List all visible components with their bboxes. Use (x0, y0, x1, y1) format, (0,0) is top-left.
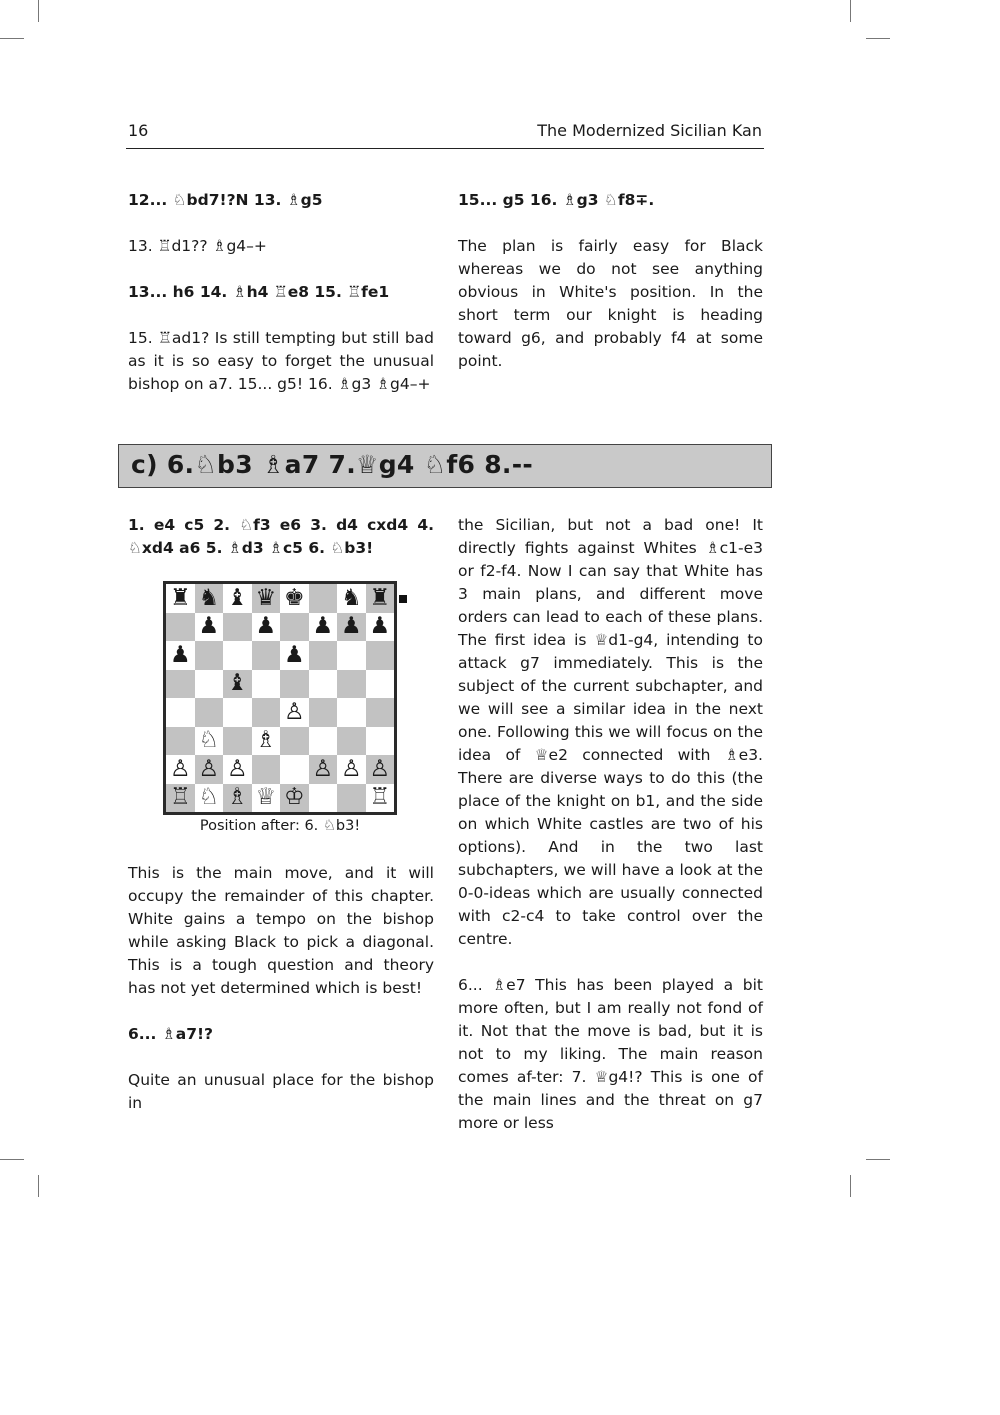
square-f2 (309, 755, 338, 784)
square-h1 (366, 784, 395, 813)
square-d2 (252, 755, 281, 784)
section-heading: c) 6.♘b3 ♗a7 7.♕g4 ♘f6 8.-- (131, 450, 534, 479)
chess-piece: ♖ (169, 784, 191, 811)
square-e4 (280, 698, 309, 727)
square-b3 (195, 727, 224, 756)
square-f1 (309, 784, 338, 813)
left-column-top (128, 189, 434, 396)
right-column-bottom (458, 514, 763, 1135)
chess-piece: ♞ (340, 584, 362, 611)
chess-piece: ♟ (198, 613, 220, 640)
crop-mark (38, 1175, 39, 1197)
chess-piece: ♚ (283, 584, 305, 611)
move-line: 6... ♗a7!? (128, 1025, 214, 1043)
left-column-bottom (128, 862, 434, 1115)
chess-piece: ♙ (283, 698, 305, 725)
chess-piece: ♙ (369, 755, 391, 782)
square-g5 (337, 670, 366, 699)
square-e3 (280, 727, 309, 756)
annotation-paragraph: 15. ♖ad1? Is still tempting but still bad as it is so easy to forget the unusual bishop on a7. 15... g5! 16. ♗g3 ♗g4–+ (128, 329, 434, 393)
square-c3 (223, 727, 252, 756)
square-a8 (166, 584, 195, 613)
square-c1 (223, 784, 252, 813)
annotation-paragraph: 6... ♗e7 This has been played a bit more often, but I am really not fond of it. Not that the move is bad, but it is not to my liking. The main reason comes af-ter: 7. ♕g4!? This is one of the main lines and the threat on g7 more or less (458, 976, 763, 1132)
square-c4 (223, 698, 252, 727)
annotation-paragraph: This is the main move, and it will occupy the remainder of this chapter. White gains a tempo on the bishop while asking Black to pick a diagonal. This is a tough question and theory has not yet determined which is best! (128, 864, 434, 997)
chess-piece: ♙ (312, 755, 334, 782)
move-line: 1. e4 c5 2. ♘f3 e6 3. d4 cxd4 4. ♘xd4 a6 5. ♗d3 ♗c5 6. ♘b3! (128, 516, 434, 557)
square-g7 (337, 613, 366, 642)
square-e1 (280, 784, 309, 813)
chess-piece: ♗ (255, 727, 277, 754)
square-d4 (252, 698, 281, 727)
chess-piece: ♙ (198, 755, 220, 782)
crop-mark (866, 38, 890, 39)
left-column-intro (128, 514, 434, 560)
annotation-paragraph: the Sicilian, but not a bad one! It directly fights against Whites ♗c1-e3 or f2-f4. Now I can say that White has 3 main plans, and different move orders can lead to each of these plans. The first idea is ♕d1-g4, intending to attack g7 immediately. This is the subject of the current subchapter, and we will see a similar idea in the next one. Following this we will focus on the idea of ♕e2 connected with ♗e3. There are diverse ways to do this (the place of the knight on b1, and the side on which White castles are two of his options). And in the two last subchapters, we will have a look at the 0-0-ideas which are usually connected with c2-c4 to take control over the centre. (458, 516, 763, 948)
square-d5 (252, 670, 281, 699)
black-to-move-marker (399, 595, 407, 603)
square-h4 (366, 698, 395, 727)
diagram-caption: Position after: 6. ♘b3! (199, 818, 361, 834)
right-column-top (458, 189, 763, 373)
square-g2 (337, 755, 366, 784)
crop-mark (38, 0, 39, 22)
square-d8 (252, 584, 281, 613)
square-d3 (252, 727, 281, 756)
chess-piece: ♙ (169, 755, 191, 782)
chess-piece: ♟ (283, 641, 305, 668)
chess-piece: ♘ (198, 727, 220, 754)
chess-piece: ♟ (169, 641, 191, 668)
square-a5 (166, 670, 195, 699)
chess-diagram (163, 581, 397, 815)
page-header (126, 118, 764, 149)
square-a7 (166, 613, 195, 642)
chess-piece: ♜ (369, 584, 391, 611)
square-b5 (195, 670, 224, 699)
square-e2 (280, 755, 309, 784)
square-b1 (195, 784, 224, 813)
chess-piece: ♟ (312, 613, 334, 640)
crop-mark (0, 1159, 24, 1160)
chess-piece: ♙ (340, 755, 362, 782)
chess-piece: ♟ (255, 613, 277, 640)
square-f7 (309, 613, 338, 642)
chess-piece: ♕ (255, 784, 277, 811)
square-h5 (366, 670, 395, 699)
square-h3 (366, 727, 395, 756)
square-g4 (337, 698, 366, 727)
crop-mark (866, 1159, 890, 1160)
square-f5 (309, 670, 338, 699)
chess-piece: ♝ (226, 584, 248, 611)
square-h2 (366, 755, 395, 784)
chess-piece: ♔ (283, 784, 305, 811)
square-a2 (166, 755, 195, 784)
section-heading-banner (118, 444, 772, 488)
square-e6 (280, 641, 309, 670)
square-f8 (309, 584, 338, 613)
annotation-paragraph: Quite an unusual place for the bishop in (128, 1071, 434, 1112)
square-c2 (223, 755, 252, 784)
square-c5 (223, 670, 252, 699)
chess-piece: ♟ (369, 613, 391, 640)
chess-piece: ♟ (340, 613, 362, 640)
square-b4 (195, 698, 224, 727)
square-c6 (223, 641, 252, 670)
square-c8 (223, 584, 252, 613)
square-f4 (309, 698, 338, 727)
square-d7 (252, 613, 281, 642)
square-d6 (252, 641, 281, 670)
move-line: 13. ♖d1?? ♗g4–+ (128, 237, 267, 255)
crop-mark (0, 38, 24, 39)
chess-piece: ♗ (226, 784, 248, 811)
crop-mark (850, 1175, 851, 1197)
chess-piece: ♞ (198, 584, 220, 611)
chess-piece: ♙ (226, 755, 248, 782)
square-b6 (195, 641, 224, 670)
crop-mark (850, 0, 851, 22)
square-h6 (366, 641, 395, 670)
square-g1 (337, 784, 366, 813)
square-a6 (166, 641, 195, 670)
annotation-paragraph: The plan is fairly easy for Black whereas we do not see anything obvious in White's position. In the short term our knight is heading toward g6, and probably f4 at some point. (458, 237, 763, 370)
square-d1 (252, 784, 281, 813)
page-number: 16 (128, 121, 149, 140)
square-h8 (366, 584, 395, 613)
chess-piece: ♖ (369, 784, 391, 811)
square-e5 (280, 670, 309, 699)
square-f6 (309, 641, 338, 670)
chess-piece: ♛ (255, 584, 277, 611)
square-c7 (223, 613, 252, 642)
chess-piece: ♜ (169, 584, 191, 611)
move-line: 13... h6 14. ♗h4 ♖e8 15. ♖fe1 (128, 283, 390, 301)
chess-piece: ♘ (198, 784, 220, 811)
square-b8 (195, 584, 224, 613)
move-line: 12... ♘bd7!?N 13. ♗g5 (128, 191, 323, 209)
square-b2 (195, 755, 224, 784)
square-g3 (337, 727, 366, 756)
square-b7 (195, 613, 224, 642)
square-e7 (280, 613, 309, 642)
square-e8 (280, 584, 309, 613)
square-a1 (166, 784, 195, 813)
move-line: 15... g5 16. ♗g3 ♘f8∓. (458, 191, 655, 209)
square-a3 (166, 727, 195, 756)
square-g8 (337, 584, 366, 613)
square-g6 (337, 641, 366, 670)
square-a4 (166, 698, 195, 727)
chess-piece: ♝ (226, 670, 248, 697)
square-h7 (366, 613, 395, 642)
running-title: The Modernized Sicilian Kan (537, 121, 762, 140)
square-f3 (309, 727, 338, 756)
